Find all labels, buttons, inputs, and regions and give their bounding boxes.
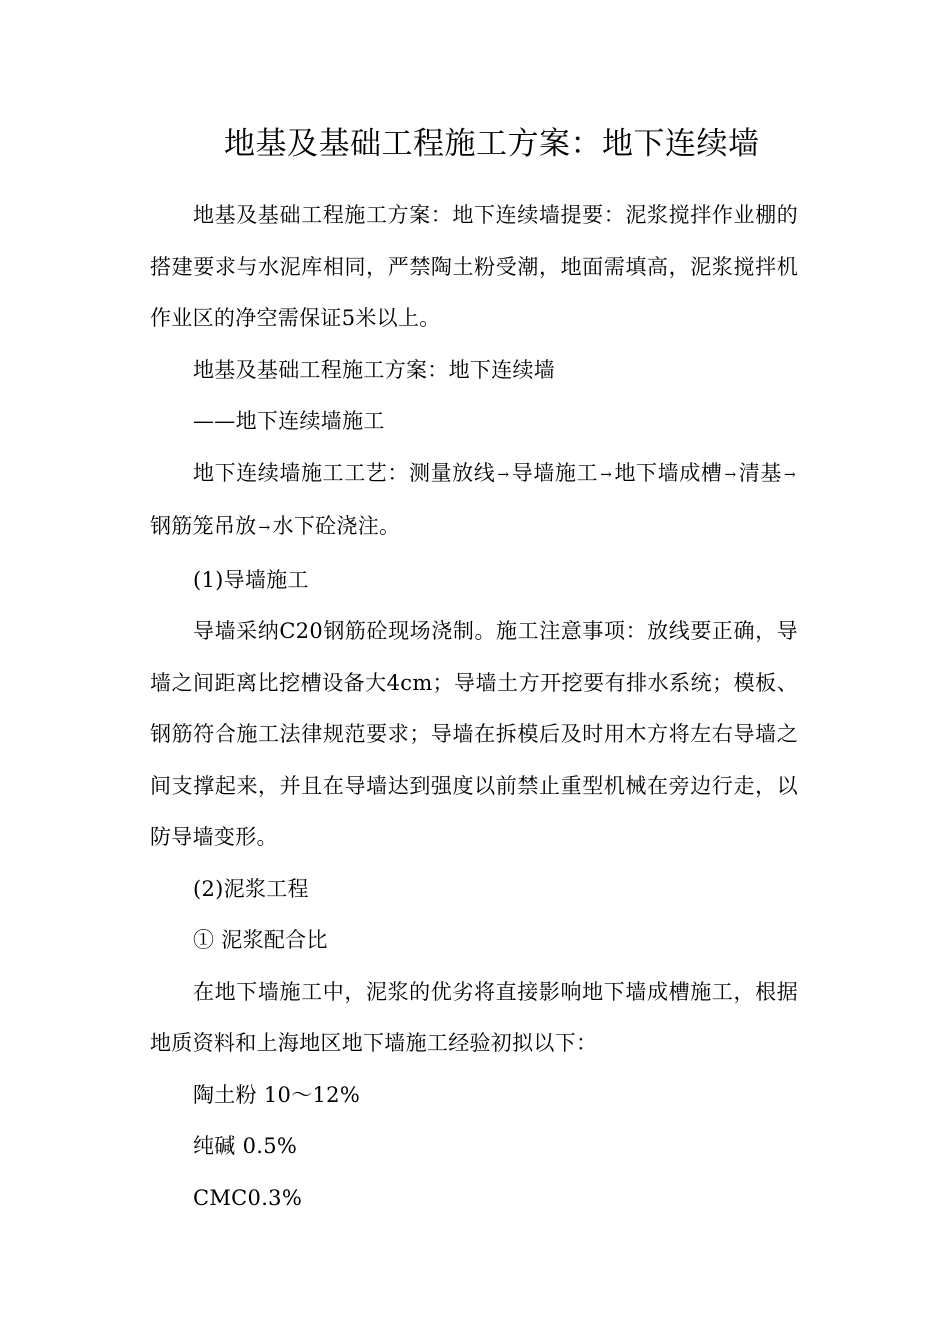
arrow-icon: → xyxy=(724,466,737,483)
mix-line: 纯碱 0.5% xyxy=(193,1134,298,1158)
process-label: 地下连续墙施工工艺：测量放线 xyxy=(193,460,496,485)
item2-subheading: ① 泥浆配合比 xyxy=(193,928,328,952)
arrow-icon: → xyxy=(600,466,613,483)
mix-line: 陶土粉 10～12% xyxy=(193,1082,361,1107)
process-paragraph xyxy=(150,448,798,555)
mix-line: CMC0.3% xyxy=(193,1185,303,1210)
item2-heading: (2)泥浆工程 xyxy=(193,876,309,901)
item1-heading: (1)导墙施工 xyxy=(193,567,309,592)
arrow-icon: → xyxy=(497,466,510,483)
process-step: 地下墙成槽 xyxy=(614,460,723,485)
process-step: 水下砼浇注。 xyxy=(272,514,401,538)
document-body xyxy=(150,190,798,1224)
item1-paragraph: 导墙采纳C20钢筋砼现场浇制。施工注意事项：放线要正确，导墙之间距离比挖槽设备大4cm；导墙土方开挖要有排水系统；模板、钢筋符合施工法律规范要求；导墙在拆模后及时用木方将左右导墙之间支撑起来，并且在导墙达到强度以前禁止重型机械在旁边行走，以防导墙变形。 xyxy=(150,619,798,849)
arrow-icon: → xyxy=(258,520,271,536)
section-dash-heading: ——地下连续墙施工 xyxy=(193,409,385,433)
document-title: 地基及基础工程施工方案：地下连续墙 xyxy=(224,126,760,162)
summary-paragraph: 地基及基础工程施工方案：地下连续墙提要：泥浆搅拌作业棚的搭建要求与水泥库相同，严禁陶土粉受潮，地面需填高，泥浆搅拌机作业区的净空需保证5米以上。 xyxy=(150,203,798,330)
arrow-icon: → xyxy=(783,466,797,483)
item2-paragraph: 在地下墙施工中，泥浆的优劣将直接影响地下墙成槽施工，根据地质资料和上海地区地下墙施工经验初拟以下： xyxy=(150,979,798,1055)
process-step: 清基 xyxy=(738,460,782,485)
process-step: 导墙施工 xyxy=(511,460,599,485)
subtitle-paragraph: 地基及基础工程施工方案：地下连续墙 xyxy=(193,357,556,382)
process-step: 钢筋笼吊放 xyxy=(150,514,257,538)
